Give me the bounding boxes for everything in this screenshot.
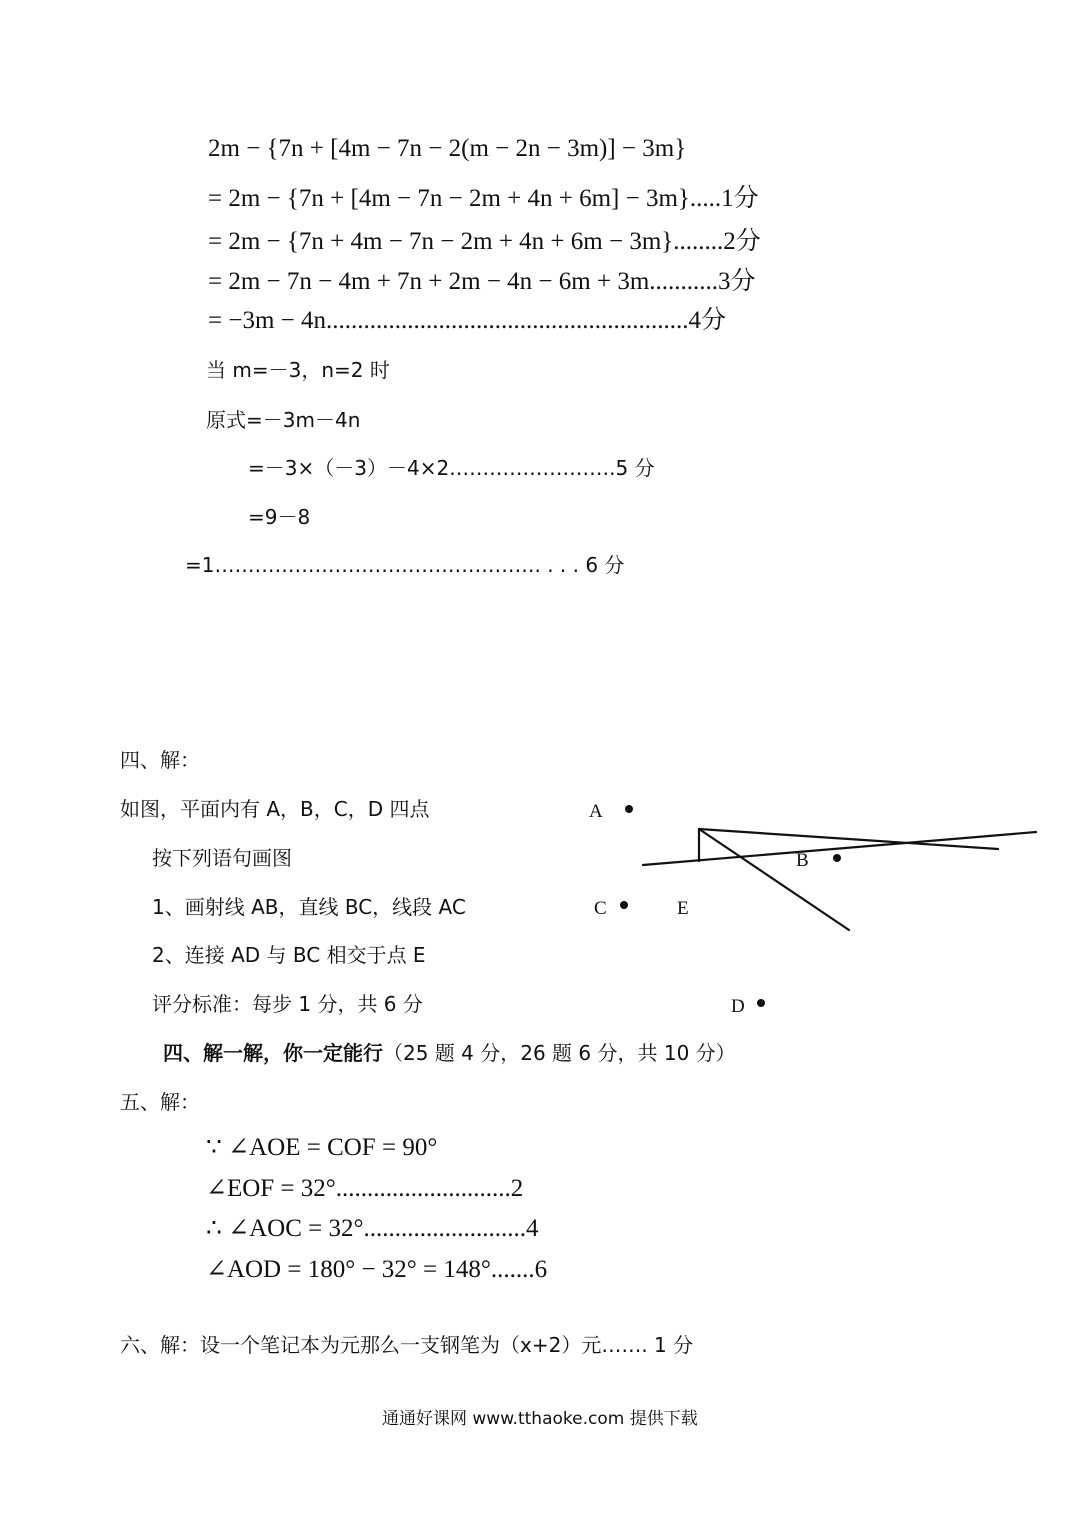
condition-line: 当 m=－3，n=2 时 [206,358,390,382]
step-3-line: = 2m − 7n − 4m + 7n + 2m − 4n − 6m + 3m...........3分 [208,268,756,295]
section5-heading: 五、解： [120,1090,200,1114]
label-b: B [796,850,809,871]
angle-line-4: ∠AOD = 180° − 32° = 148°.......6 [206,1256,548,1283]
label-c: C [594,898,607,919]
section4-intro: 如图，平面内有 A，B，C，D 四点 [120,797,430,821]
step-2-line: = 2m − {7n + 4m − 7n − 2m + 4n + 6m − 3m}........2分 [208,228,761,255]
label-d: D [731,996,745,1017]
section4-item-2: 2、连接 AD 与 BC 相交于点 E [152,943,426,967]
section-banner [163,1043,736,1063]
point-c-dot [620,901,628,909]
angle-line-1: ∵ ∠AOE = COF = 90° [206,1134,438,1161]
label-a: A [589,801,603,822]
angle-line-3: ∴ ∠AOC = 32°..........................4 [206,1215,539,1242]
section4-instruction: 按下列语句画图 [152,846,292,870]
section4-heading: 四、解： [120,748,200,772]
banner-prefix: 四、 [163,1041,203,1065]
step-1-line: = 2m − {7n + [4m − 7n − 2m + 4n + 6m] − 3m}.....1分 [208,185,759,212]
point-b-dot [833,854,841,862]
step-4-line: = −3m − 4n..........................................................4分 [208,307,726,334]
point-d-dot [757,999,765,1007]
expression-line: 2m − {7n + [4m − 7n − 2(m − 2n − 3m)] − 3m} [208,135,687,162]
section4-scoring: 评分标准：每步 1 分，共 6 分 [152,992,423,1016]
section6-line: 六、解：设一个笔记本为元那么一支钢笔为（x+2）元……. 1 分 [120,1333,694,1357]
calc-line-1: =－3×（－3）－4×2…………………….5 分 [248,456,655,480]
calc-line-2: =9－8 [248,505,311,529]
section4-item-1: 1、画射线 AB，直线 BC，线段 AC [152,895,466,919]
segment-ad [699,829,849,930]
point-a-dot [625,805,633,813]
original-expression-line: 原式=－3m－4n [206,408,361,432]
calc-line-3: =1…………………………………………. . . . 6 分 [185,553,625,577]
label-e: E [677,898,689,919]
banner-title: 解一解，你一定能行 [203,1041,383,1065]
banner-detail: （25 题 4 分，26 题 6 分，共 10 分） [383,1041,736,1065]
angle-line-2: ∠EOF = 32°............................2 [206,1175,524,1202]
footer-credit: 通通好课网 www.tthaoke.com 提供下载 [382,1409,698,1429]
